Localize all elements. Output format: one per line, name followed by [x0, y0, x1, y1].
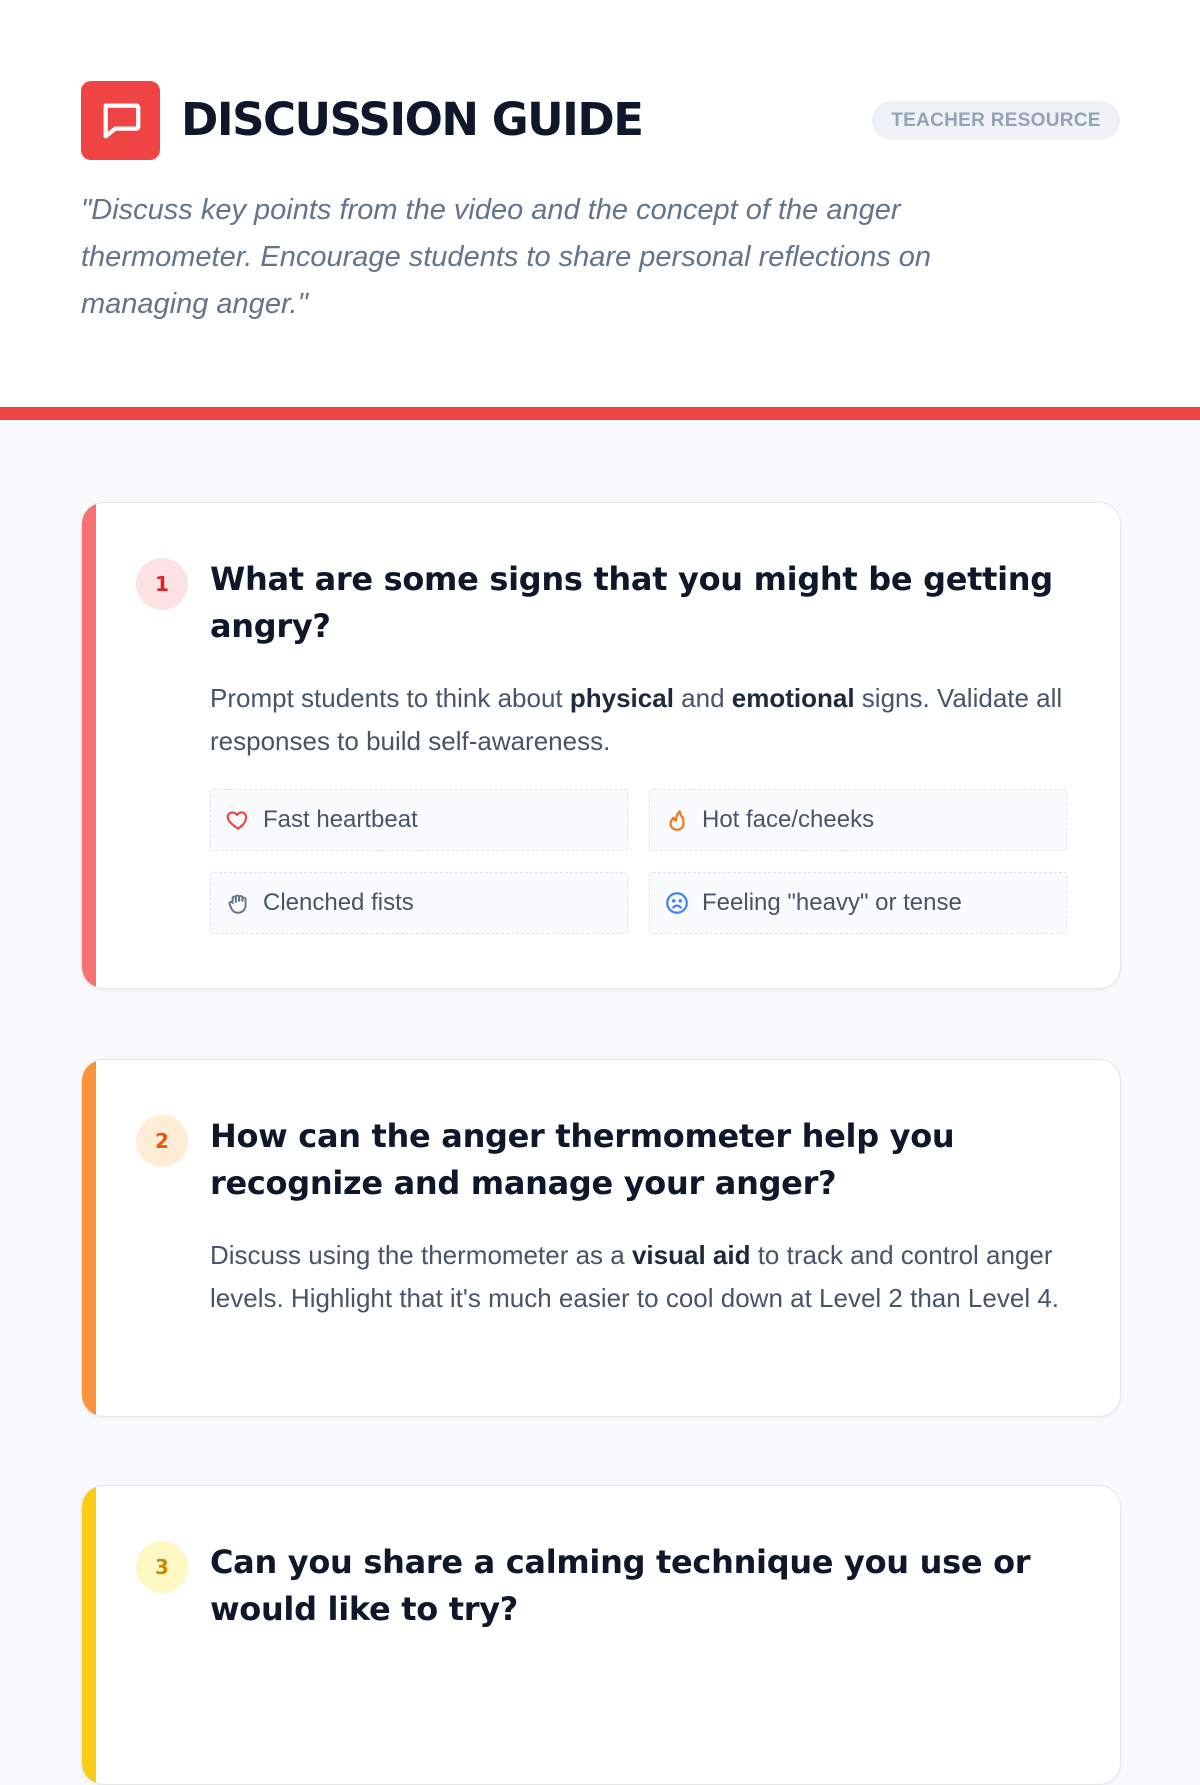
bold-physical: physical — [569, 683, 674, 713]
logo-badge — [81, 81, 160, 160]
page-title: DISCUSSION GUIDE — [181, 93, 643, 146]
intro-quote: "Discuss key points from the video and the concept of the anger thermometer. Encourage students to share personal reflections on managing anger." — [81, 194, 932, 320]
card-accent-bar — [82, 503, 96, 988]
sign-chip — [649, 872, 1067, 934]
message-square-icon — [98, 98, 144, 144]
question-card-1 — [81, 502, 1121, 989]
frown-icon — [664, 890, 690, 916]
bold-emotional: emotional — [731, 683, 855, 713]
card-accent-bar — [82, 1060, 96, 1416]
sign-label: Clenched fists — [263, 889, 414, 916]
question-card-3 — [81, 1485, 1121, 1785]
fist-icon — [225, 890, 251, 916]
question-text: What are some signs that you might be getting angry? — [210, 560, 1053, 645]
sign-chip — [210, 872, 628, 934]
flame-icon — [664, 807, 690, 833]
sign-label: Hot face/cheeks — [702, 806, 875, 833]
header-divider — [0, 407, 1200, 420]
question-text: How can the anger thermometer help you recognize and manage your anger? — [210, 1117, 955, 1202]
question-text: Can you share a calming technique you use or would like to try? — [210, 1543, 1031, 1628]
question-card-2 — [81, 1059, 1121, 1417]
heart-icon — [225, 807, 251, 833]
sign-label: Fast heartbeat — [263, 806, 418, 833]
sign-chip — [649, 789, 1067, 851]
question-number: 3 — [136, 1541, 188, 1593]
bold-visual-aid: visual aid — [631, 1240, 751, 1270]
question-number: 1 — [136, 558, 188, 610]
question-description: Discuss using the thermometer as a visual aid to track and control anger levels. Highlight that it's much easier to cool down at Level 2 than Level 4. — [210, 1240, 1059, 1313]
page-header — [0, 0, 1200, 411]
question-number: 2 — [136, 1115, 188, 1167]
sign-label: Feeling "heavy" or tense — [702, 889, 962, 916]
sign-chip — [210, 789, 628, 851]
card-accent-bar — [82, 1486, 96, 1784]
question-description: Prompt students to think about physical and emotional signs. Validate all responses to build self-awareness. — [210, 683, 1063, 756]
teacher-resource-badge: TEACHER RESOURCE — [872, 101, 1120, 140]
